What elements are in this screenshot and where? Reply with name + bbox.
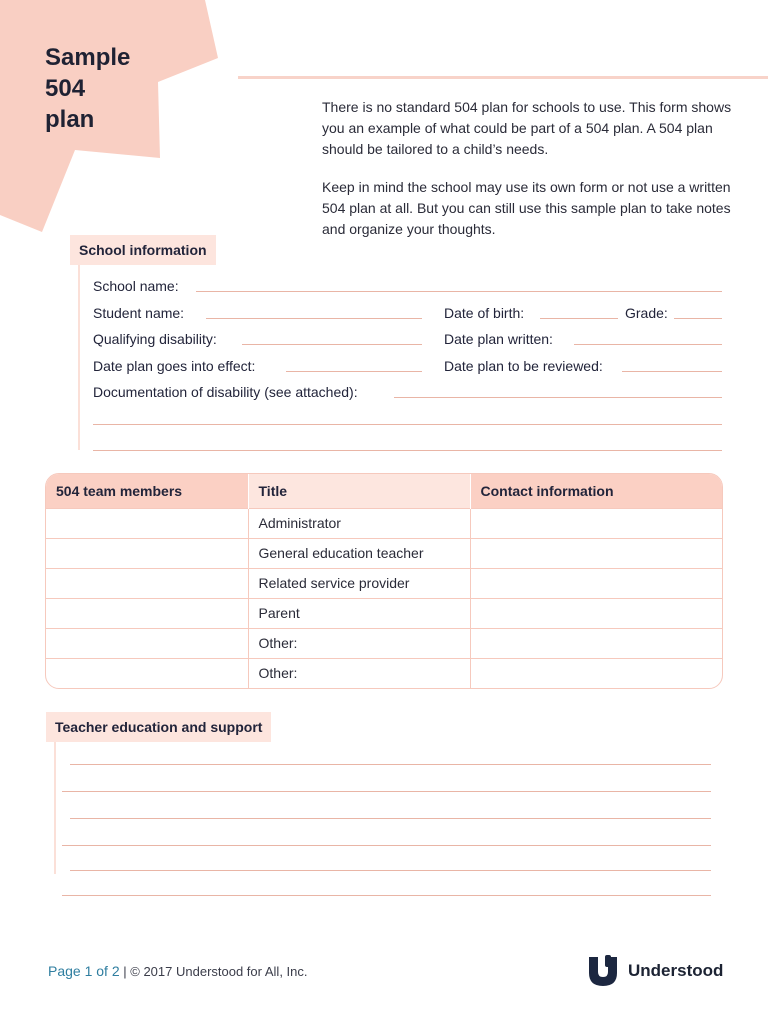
teacher-support-line-2[interactable] bbox=[62, 791, 711, 792]
school-name-label: School name: bbox=[93, 278, 179, 294]
page-footer bbox=[48, 963, 308, 979]
member-name-cell[interactable] bbox=[46, 508, 248, 538]
teacher-support-line-6[interactable] bbox=[62, 895, 711, 896]
date-reviewed-label: Date plan to be reviewed: bbox=[444, 358, 603, 374]
school-name-field[interactable] bbox=[196, 291, 722, 292]
teacher-support-line-4[interactable] bbox=[62, 845, 711, 846]
title-cell: Other: bbox=[248, 628, 470, 658]
school-info-side-line bbox=[78, 265, 80, 450]
intro-text bbox=[322, 97, 732, 257]
title-cell: General education teacher bbox=[248, 538, 470, 568]
member-name-cell[interactable] bbox=[46, 568, 248, 598]
table-row bbox=[46, 628, 723, 658]
date-of-birth-label: Date of birth: bbox=[444, 305, 525, 321]
contact-cell[interactable] bbox=[470, 508, 723, 538]
teacher-support-line-3[interactable] bbox=[70, 818, 711, 819]
grade-label: Grade: bbox=[625, 305, 668, 321]
table-row bbox=[46, 598, 723, 628]
student-name-field[interactable] bbox=[206, 318, 422, 319]
member-name-cell[interactable] bbox=[46, 628, 248, 658]
title-line-1: Sample bbox=[45, 44, 131, 71]
contact-cell[interactable] bbox=[470, 628, 723, 658]
member-name-cell[interactable] bbox=[46, 598, 248, 628]
date-effect-label: Date plan goes into effect: bbox=[93, 358, 256, 374]
title-cell: Administrator bbox=[248, 508, 470, 538]
understood-logo-icon bbox=[586, 955, 620, 987]
intro-paragraph-1: There is no standard 504 plan for schools to use. This form shows you an example of what could be part of a 504 plan. A 504 plan should be tailored to a child’s needs. bbox=[322, 99, 732, 157]
member-name-cell[interactable] bbox=[46, 658, 248, 688]
page-number: Page 1 of 2 bbox=[48, 963, 120, 979]
grade-field[interactable] bbox=[674, 318, 722, 319]
contact-cell[interactable] bbox=[470, 568, 723, 598]
table-row bbox=[46, 538, 723, 568]
title-cell: Parent bbox=[248, 598, 470, 628]
date-plan-written-field[interactable] bbox=[574, 344, 722, 345]
title-cell: Related service provider bbox=[248, 568, 470, 598]
documentation-line-2[interactable] bbox=[93, 424, 722, 425]
date-plan-written-label: Date plan written: bbox=[444, 331, 553, 347]
page-title bbox=[45, 42, 130, 135]
teacher-support-side-line bbox=[54, 742, 56, 874]
copyright-text: © 2017 Understood for All, Inc. bbox=[130, 964, 308, 979]
teacher-support-heading: Teacher education and support bbox=[46, 712, 271, 742]
contact-cell[interactable] bbox=[470, 598, 723, 628]
team-members-table bbox=[45, 473, 723, 689]
teacher-support-line-5[interactable] bbox=[70, 870, 711, 871]
table-header-row bbox=[46, 474, 723, 508]
teacher-support-line-1[interactable] bbox=[70, 764, 711, 765]
qualifying-disability-field[interactable] bbox=[242, 344, 422, 345]
title-cell: Other: bbox=[248, 658, 470, 688]
logo-wordmark: Understood bbox=[628, 961, 724, 980]
student-name-label: Student name: bbox=[93, 305, 185, 321]
understood-logo bbox=[586, 955, 723, 987]
footer-separator: | bbox=[123, 964, 127, 979]
documentation-field[interactable] bbox=[394, 397, 722, 398]
contact-cell[interactable] bbox=[470, 658, 723, 688]
date-reviewed-field[interactable] bbox=[622, 371, 722, 372]
documentation-line-3[interactable] bbox=[93, 450, 722, 451]
contact-cell[interactable] bbox=[470, 538, 723, 568]
intro-paragraph-2: Keep in mind the school may use its own form or not use a written 504 plan at all. But you can still use this sample plan to take notes and organize your thoughts. bbox=[322, 179, 731, 237]
school-info-heading: School information bbox=[70, 235, 216, 265]
date-effect-field[interactable] bbox=[286, 371, 422, 372]
header-team-members: 504 team members bbox=[46, 474, 248, 508]
header-title: Title bbox=[248, 474, 470, 508]
table-row bbox=[46, 568, 723, 598]
table-row bbox=[46, 508, 723, 538]
header-contact: Contact information bbox=[470, 474, 723, 508]
title-line-2: 504 bbox=[45, 75, 86, 102]
member-name-cell[interactable] bbox=[46, 538, 248, 568]
documentation-label: Documentation of disability (see attached): bbox=[93, 384, 358, 400]
date-of-birth-field[interactable] bbox=[540, 318, 618, 319]
title-line-3: plan bbox=[45, 106, 95, 133]
table-row bbox=[46, 658, 723, 688]
top-divider bbox=[238, 76, 768, 79]
qualifying-disability-label: Qualifying disability: bbox=[93, 331, 217, 347]
